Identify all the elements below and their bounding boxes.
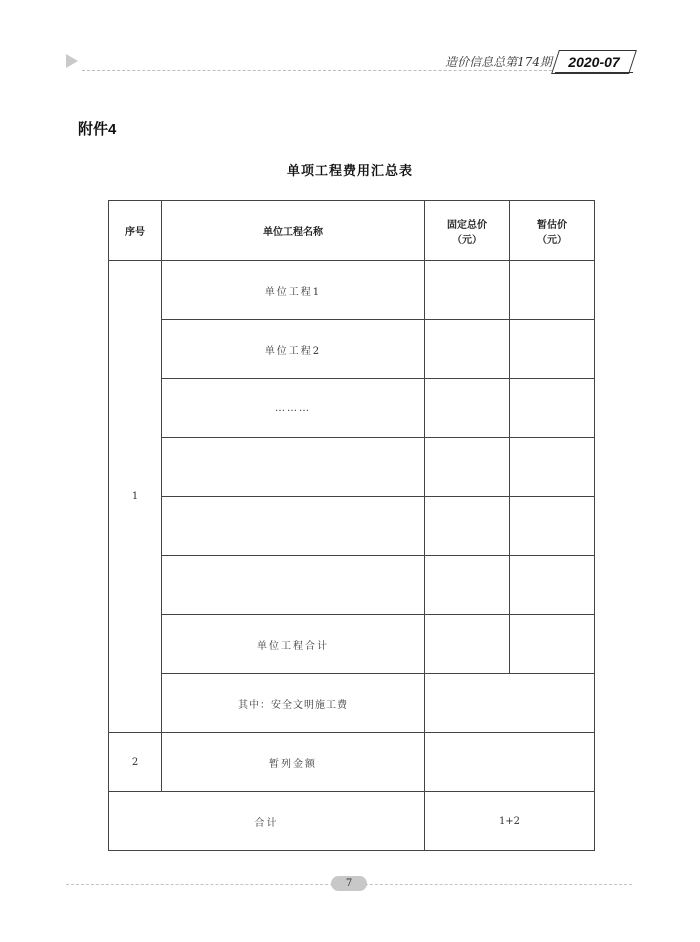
- table-row: [109, 792, 595, 851]
- unit-project-name: [162, 497, 425, 556]
- fixed-total-cell: [425, 261, 510, 320]
- unit-project-name: 单位工程2: [162, 320, 425, 379]
- total-label: 合计: [109, 792, 425, 851]
- total-formula: 1+2: [425, 792, 595, 851]
- unit-project-name: 单位工程1: [162, 261, 425, 320]
- page-number: 7: [331, 876, 367, 891]
- provisional-cell: [510, 261, 595, 320]
- provisional-sum-value: [425, 733, 595, 792]
- table-row: [109, 615, 595, 674]
- unit-project-name: [162, 438, 425, 497]
- table-row: [109, 320, 595, 379]
- table-title: 单项工程费用汇总表: [286, 164, 413, 179]
- header-fixed-total-line1: 固定总价: [447, 219, 487, 231]
- header-seq: 序号: [109, 201, 162, 261]
- header-divider: [82, 70, 552, 71]
- provisional-sum-label: 暂列金额: [162, 733, 425, 792]
- provisional-cell: [510, 556, 595, 615]
- issue-badge: [551, 50, 637, 74]
- fixed-total-cell: [425, 379, 510, 438]
- issue-number: 2020-07: [568, 54, 620, 70]
- table-row: [109, 497, 595, 556]
- unit-subtotal-label: 单位工程合计: [162, 615, 425, 674]
- provisional-cell: [510, 379, 595, 438]
- table-row: [109, 261, 595, 320]
- table-header-row: [109, 201, 595, 261]
- provisional-cell: [510, 320, 595, 379]
- header-name: 单位工程名称: [162, 201, 425, 261]
- unit-project-name: [162, 556, 425, 615]
- fixed-total-cell: [425, 320, 510, 379]
- issue-underline: [555, 72, 633, 73]
- provisional-cell: [510, 438, 595, 497]
- group1-seq: 1: [109, 261, 162, 733]
- provisional-cell: [510, 615, 595, 674]
- table-row: [109, 438, 595, 497]
- cost-summary-table: [108, 200, 595, 851]
- safety-fee-label: 其中：安全文明施工费: [162, 674, 425, 733]
- fixed-total-cell: [425, 556, 510, 615]
- fixed-total-cell: [425, 615, 510, 674]
- header-fixed-total-line2: （元）: [452, 234, 482, 246]
- header-provisional-line1: 暂估价: [537, 219, 567, 231]
- header-fixed-total: [425, 201, 510, 261]
- table-row: [109, 674, 595, 733]
- header-provisional-line2: （元）: [537, 234, 567, 246]
- table-row: [109, 379, 595, 438]
- fixed-total-cell: [425, 438, 510, 497]
- provisional-cell: [510, 497, 595, 556]
- table-row: [109, 733, 595, 792]
- group2-seq: 2: [109, 733, 162, 792]
- header-triangle-icon: [66, 54, 78, 68]
- unit-project-name: ………: [162, 379, 425, 438]
- fixed-total-cell: [425, 497, 510, 556]
- safety-fee-value: [425, 674, 595, 733]
- journal-title: 造价信息总第174期: [445, 55, 552, 69]
- header-provisional: [510, 201, 595, 261]
- attachment-label: 附件4: [78, 121, 117, 138]
- table-row: [109, 556, 595, 615]
